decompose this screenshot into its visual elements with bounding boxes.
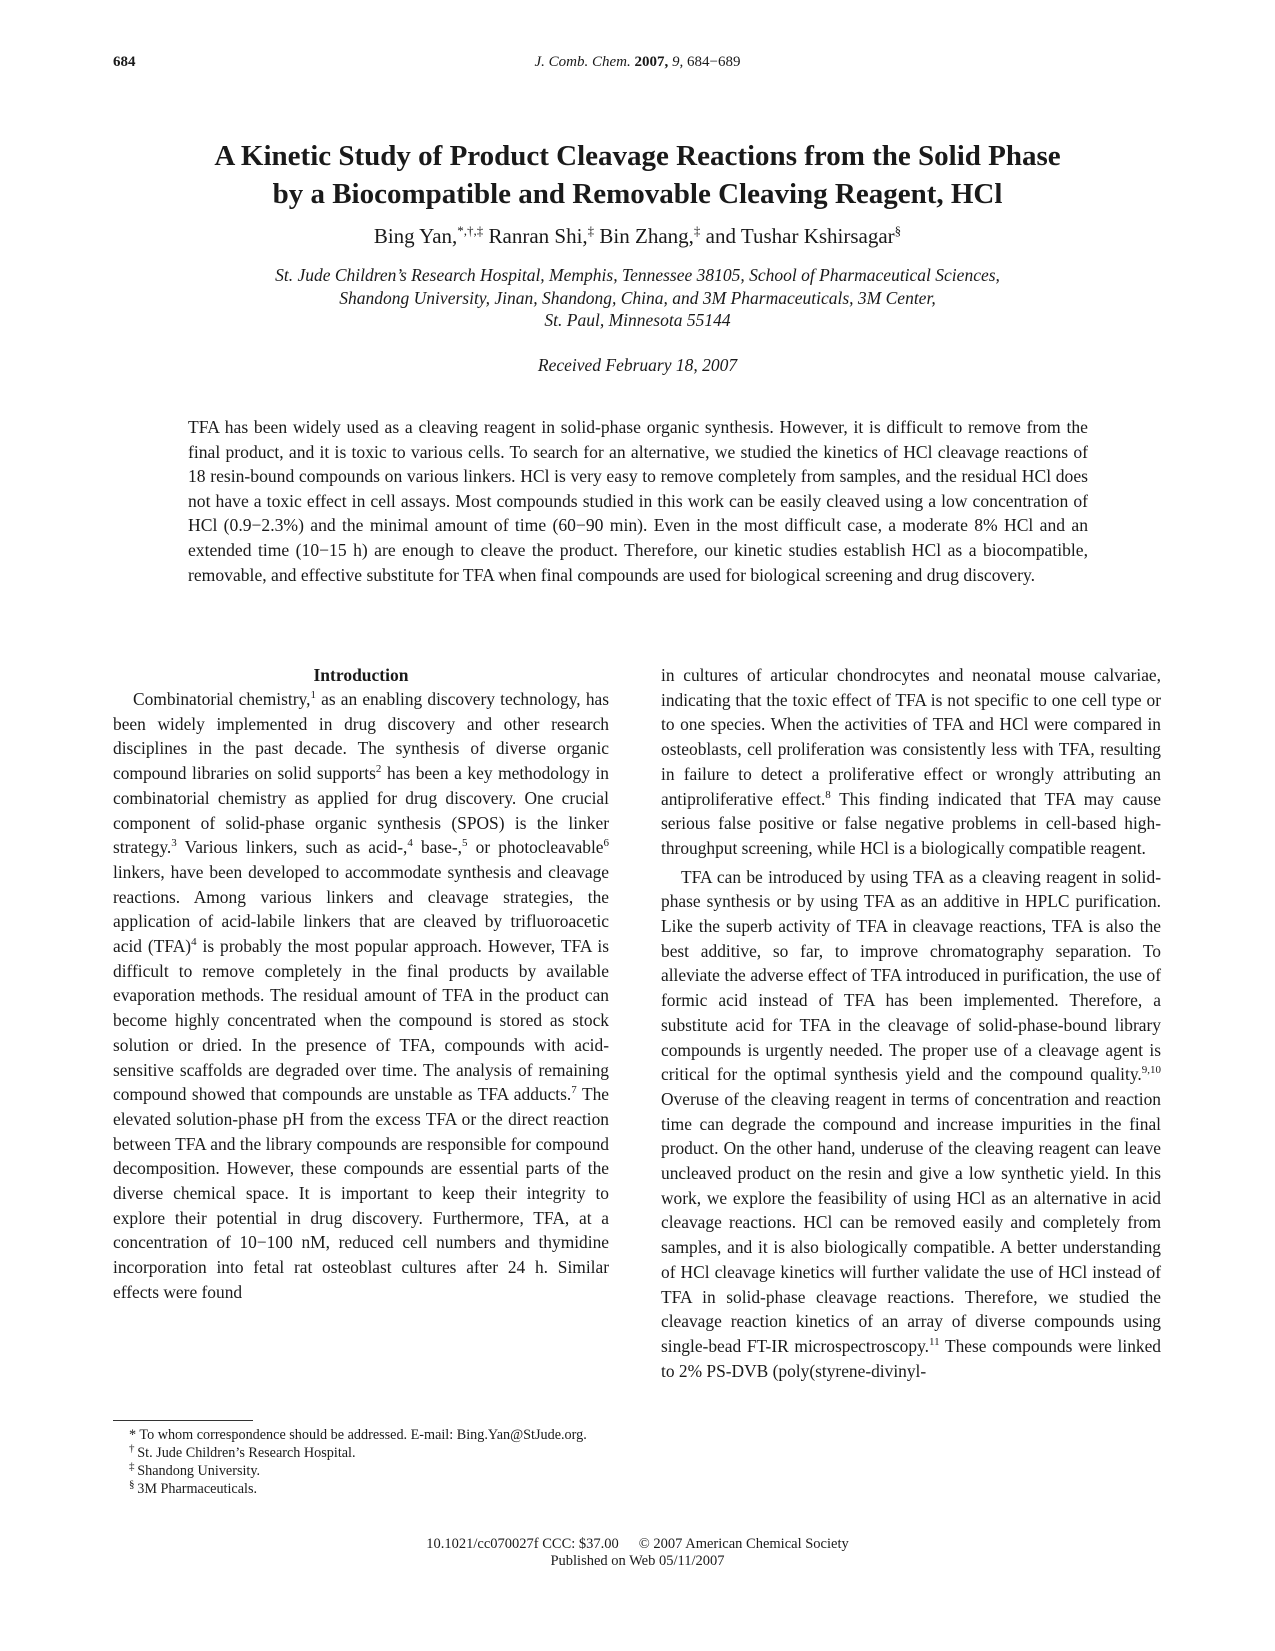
text-run: or photocleavable — [467, 837, 604, 858]
citation: 3 — [171, 837, 177, 850]
page-footer — [0, 1536, 1275, 1570]
author-marks: ‡ — [587, 223, 595, 238]
author-name: Bing Yan, — [373, 224, 458, 248]
section-heading-introduction: Introduction — [313, 665, 409, 685]
citation: 6 — [603, 837, 610, 850]
citation: 8 — [825, 788, 831, 801]
footnote-text: 3M Pharmaceuticals. — [137, 1481, 258, 1497]
right-column — [661, 663, 1161, 1383]
footnote-mark: ‡ — [129, 1460, 138, 1473]
copyright: © 2007 American Chemical Society — [638, 1536, 849, 1552]
text-run: TFA can be introduced by using TFA as a cleaving reagent in solid-phase synthesis or by using TFA as an additive in HPLC purification. Like the superb activity of TFA in cleavage reactions, TFA is also the best additive, so far, to improve chromatography separation. To alleviate the adverse effect of TFA introduced in purification, the use of formic acid instead of TFA has been implemented. Therefore, a substitute acid for TFA in the cleavage of solid-phase-bound library compounds is urgently needed. The proper use of a cleavage agent is critical for the optimal synthesis yield and the compound quality. — [661, 866, 1161, 1085]
text-run: This finding indicated that TFA may cause serious false positive or false negative problems in cell-based high-throughput screening, while HCl is a biologically compatible reagent. — [661, 788, 1161, 858]
citation: 9,10 — [1141, 1064, 1161, 1077]
footnote-text: St. Jude Children’s Research Hospital. — [137, 1445, 356, 1461]
affiliation-line: Shandong University, Jinan, Shandong, China, and 3M Pharmaceuticals, 3M Center, — [339, 287, 936, 308]
citation: 11 — [929, 1336, 940, 1349]
text-run: as an enabling discovery technology, has been widely implemented in drug discovery and other research disciplines in the past decade. The synthesis of diverse organic compound libraries on solid supports — [113, 689, 610, 784]
footnote-mark: § — [129, 1478, 138, 1491]
title-line: A Kinetic Study of Product Cleavage Reactions from the Solid Phase — [214, 140, 1061, 172]
received-date: Received February 18, 2007 — [537, 355, 738, 375]
citation: 5 — [462, 837, 468, 850]
text-run: linkers, have been developed to accommodate synthesis and cleavage reactions. Among various linkers and cleavage strategies, the application of acid-labile linkers that are cleaved by trifluoroacetic acid (TFA) — [113, 861, 609, 957]
page-number: 684 — [113, 54, 136, 70]
text-run: Various linkers, such as acid-, — [176, 837, 408, 858]
footnote-text: To whom correspondence should be addressed. E-mail: Bing.Yan@StJude.org. — [139, 1427, 587, 1443]
left-column — [113, 663, 609, 1305]
author-marks: § — [894, 223, 902, 238]
footnote-mark: † — [129, 1442, 138, 1455]
author-name: and Tushar Kshirsagar — [700, 224, 895, 248]
citation: 2 — [375, 763, 382, 776]
intro-paragraph-1 — [113, 687, 609, 1305]
citation: 1 — [310, 689, 316, 702]
footnote-rule — [113, 1420, 253, 1421]
footnote — [113, 1462, 609, 1480]
journal-name: J. Comb. Chem. — [534, 54, 631, 70]
author-marks: *,†,‡ — [457, 223, 484, 238]
citation: 7 — [571, 1084, 577, 1097]
author-marks: ‡ — [693, 223, 701, 238]
footnote-mark: * — [129, 1427, 140, 1443]
author-name: Bin Zhang, — [594, 224, 694, 248]
intro-paragraph-2 — [661, 865, 1161, 1384]
citation: 4 — [407, 837, 413, 850]
published-date: Published on Web 05/11/2007 — [550, 1553, 725, 1569]
text-run: base-, — [412, 837, 463, 858]
citation: 4 — [191, 936, 197, 949]
intro-paragraph-1-continued — [661, 663, 1161, 861]
affiliation-line: St. Jude Children’s Research Hospital, Memphis, Tennessee 38105, School of Pharmaceutical Sciences, — [275, 265, 1000, 285]
affiliation-line: St. Paul, Minnesota 55144 — [544, 310, 731, 330]
footnote-text: Shandong University. — [137, 1463, 261, 1479]
text-run: has been a key methodology in combinatorial chemistry as applied for drug discovery. One crucial component of solid-phase organic synthesis (SPOS) is the linker strategy. — [113, 763, 609, 858]
article-title — [150, 137, 1125, 213]
footnotes — [113, 1426, 609, 1498]
author-name: Ranran Shi, — [483, 224, 588, 248]
text-run: These compounds were linked to 2% PS-DVB (poly(styrene-divinyl- — [661, 1335, 1161, 1381]
author-list — [150, 222, 1125, 250]
journal-pages: 684−689 — [687, 54, 741, 70]
footnote — [113, 1480, 609, 1498]
running-head — [0, 54, 1275, 71]
text-run: Overuse of the cleaving reagent in terms of concentration and reaction time can degrade the compound and increase impurities in the final product. On the other hand, underuse of the cleaving reagent can leave uncleaved product on the resin and give a low synthetic yield. In this work, we explore the feasibility of using HCl as an alternative in acid cleavage reactions. HCl can be removed easily and completely from samples, and it is also biologically compatible. A better understanding of HCl cleavage kinetics will further validate the use of HCl instead of TFA in solid-phase cleavage reactions. Therefore, we studied the cleavage reaction kinetics of an array of diverse compounds using single-bead FT-IR microspectroscopy. — [661, 1088, 1161, 1356]
doi-line: 10.1021/cc070027f CCC: $37.00 — [426, 1536, 619, 1552]
text-run: The elevated solution-phase pH from the excess TFA or the direct reaction between TFA and the library compounds are responsible for compound decomposition. However, these compounds are essential parts of the diverse chemical space. It is important to keep their integrity to explore their potential in drug discovery. Furthermore, TFA, at a concentration of 10−100 nM, reduced cell numbers and thymidine incorporation into fetal rat osteoblast cultures after 24 h. Similar effects were found — [113, 1084, 609, 1302]
footnote — [113, 1426, 609, 1444]
affiliations — [150, 264, 1125, 332]
journal-year: 2007, — [634, 54, 669, 70]
text-run: Combinatorial chemistry, — [133, 689, 311, 709]
title-line: by a Biocompatible and Removable Cleaving Reagent, HCl — [272, 178, 1003, 210]
text-run: is probably the most popular approach. However, TFA is difficult to remove completely in the final products by available evaporation methods. The residual amount of TFA in the product can become highly concentrated when the compound is stored as stock solution or dried. In the presence of TFA, compounds with acid-sensitive scaffolds are degraded over time. The analysis of remaining compound showed that compounds are unstable as TFA adducts. — [113, 936, 609, 1105]
abstract: TFA has been widely used as a cleaving reagent in solid-phase organic synthesis. However, it is difficult to remove from the final product, and it is toxic to various cells. To search for an alternative, we studied the kinetics of HCl cleavage reactions of 18 resin-bound compounds on various linkers. HCl is very easy to remove completely from samples, and the residual HCl does not have a toxic effect in cell assays. Most compounds studied in this work can be easily cleaved using a low concentration of HCl (0.9−2.3%) and the minimal amount of time (60−90 min). Even in the most difficult case, a moderate 8% HCl and an extended time (10−15 h) are enough to cleave the product. Therefore, our kinetic studies establish HCl as a biocompatible, removable, and effective substitute for TFA when final compounds are used for biological screening and drug discovery. — [188, 417, 1088, 585]
text-run: in cultures of articular chondrocytes and neonatal mouse calvariae, indicating that the toxic effect of TFA is not specific to one cell type or to one species. When the activities of TFA and HCl were compared in osteoblasts, cell proliferation was consistently less with TFA, resulting in failure to detect a proliferative effect or wrongly attributing an antiproliferative effect. — [661, 665, 1161, 809]
footnote — [113, 1444, 609, 1462]
journal-volume: 9, — [672, 54, 684, 70]
